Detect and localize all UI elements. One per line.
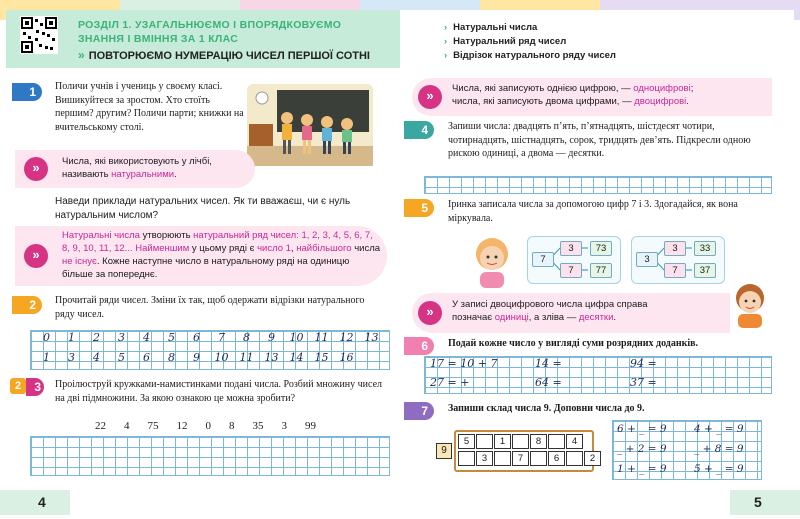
row-number: 2 [93, 331, 100, 344]
task1-text: Поличи учнів і учениць у своєму класі. Вишикуйтеся за зростом. Хто стоїть першим? другим? Поличи парти; книжки на вчительському столі. [55, 81, 244, 133]
composition-cell [548, 434, 565, 449]
row-number: 5 [118, 351, 125, 364]
row-number: 13 [264, 351, 279, 364]
task6-text: Подай кожне число у вигляді суми розрядних доданків. [448, 338, 699, 349]
rule-segment: . Кожне наступне число в натуральному ряді на одиницю більше за попереднє. [62, 256, 350, 280]
equation: _ + 2 = 9 [617, 443, 667, 455]
topic-item: › Натуральний ряд чисел [444, 36, 567, 47]
writing-grid[interactable] [424, 176, 772, 194]
given-number: 12 [176, 420, 188, 432]
task-number-tab: 7 [404, 402, 434, 420]
row-number: 9 [268, 331, 275, 344]
number-tree [527, 236, 621, 284]
rule-segment: : 1, 2, 3, 4, 5, 6, 7, 8, 9, 10, 11, 12... [62, 230, 373, 254]
row-number: 15 [314, 351, 329, 364]
equation: 4 + _ = 9 [694, 423, 744, 435]
row-number: 9 [193, 351, 200, 364]
task-number-tab: 5 [404, 199, 434, 217]
rule-icon: » [24, 157, 48, 181]
given-number: 99 [305, 420, 316, 432]
task3-text: Проілюструй кружками-намистинками подані числа. Розбий множину чисел на дві підмножини. За якою ознакою це можна зробити? [55, 379, 383, 404]
qr-code-icon[interactable] [20, 16, 58, 54]
number-list [95, 420, 316, 432]
tree-node: 7 [532, 252, 554, 267]
number-tree [631, 236, 725, 284]
row-number: 11 [314, 331, 329, 344]
row-number: 3 [118, 331, 125, 344]
rule-segment: Натуральні числа [62, 230, 140, 241]
rule-segment: числа [351, 243, 381, 254]
page-number: 4 [38, 494, 46, 510]
equation: 1 + _ = 9 [617, 463, 667, 475]
rule-segment: , [290, 243, 297, 254]
row-number: 14 [289, 351, 304, 364]
composition-cell: 5 [458, 434, 475, 449]
composition-cell [566, 451, 583, 466]
rule2-text [62, 229, 382, 281]
equation: 27 = + [430, 376, 470, 389]
equation: 14 = [535, 357, 562, 370]
row-number: 0 [43, 331, 50, 344]
task5-text: Іринка записала числа за допомогою цифр 7 і 3. Здогадайся, як вона міркувала. [448, 199, 738, 224]
equation: 64 = [535, 376, 562, 389]
topic-item: › Відрізок натурального ряду чисел [444, 50, 616, 61]
tree-node: 3 [560, 241, 582, 256]
tree-node: 7 [664, 263, 686, 278]
row-number: 11 [239, 351, 254, 364]
pair-work-icon: 2 [10, 378, 26, 394]
rule1-text: Числа, які використовують у лічбі, називають натуральними. [62, 156, 212, 180]
given-number: 35 [252, 420, 264, 432]
composition-cell: 3 [476, 451, 493, 466]
rule3-text: Числа, які записують однією цифрою, — одноцифрові; числа, які записують двома цифрами, — двоцифрові. [452, 83, 694, 107]
tree-node: 77 [590, 263, 612, 278]
footer-left-band [0, 490, 70, 515]
composition-cell: 6 [548, 451, 565, 466]
classroom-illustration [247, 84, 373, 166]
task2-text: Прочитай ряди чисел. Зміни їх так, щоб одержати відрізки натурального ряду чисел. [55, 295, 365, 320]
row-number: 16 [339, 351, 354, 364]
composition-cell: 8 [530, 434, 547, 449]
rule-segment: натуральний ряд чисел [193, 230, 297, 241]
girl-illustration [466, 232, 518, 290]
number-row [34, 351, 359, 364]
question-text: Наведи приклади натуральних чисел. Як ти вважаєш, чи є нуль натуральним числом? [55, 196, 351, 221]
rule-segment: число 1 [257, 243, 291, 254]
tree-node: 3 [664, 241, 686, 256]
given-number: 4 [124, 420, 130, 432]
composition-cell [530, 451, 547, 466]
rule-icon: » [418, 301, 442, 325]
given-number: 75 [147, 420, 159, 432]
boy-illustration [730, 280, 770, 330]
rule-icon: » [418, 85, 442, 109]
tree-node: 37 [694, 263, 716, 278]
topic-item: › Натуральні числа [444, 22, 538, 33]
unit-title: РОЗДІЛ 1. УЗАГАЛЬНЮЄМО І ВПОРЯДКОВУЄМО ЗНАННЯ І ВМІННЯ ЗА 1 КЛАС [78, 19, 342, 45]
task4-text: Запиши числа: двадцять п’ять, п’ятнадцять, шістдесят чотири, чотирнадцять, шістнадцять, сорок, тридцять дев’ять. Підкресли одною рискою одиниці, а двома — десятки. [448, 121, 751, 159]
rule-segment: Найменшим [135, 243, 190, 254]
row-number: 6 [143, 351, 150, 364]
equation: 94 = [630, 357, 657, 370]
rule4-text: У записі двоцифрового числа цифра справа позначає одиниці, а зліва — десятки. [452, 299, 648, 323]
rule-icon: » [24, 244, 48, 268]
row-number: 3 [68, 351, 75, 364]
rule-segment: у цьому ряді є [189, 243, 258, 254]
row-number: 8 [243, 331, 250, 344]
row-number: 1 [68, 331, 75, 344]
tree-node: 73 [590, 241, 612, 256]
composition-cell: 1 [494, 434, 511, 449]
lesson-title: » ПОВТОРЮЄМО НУМЕРАЦІЮ ЧИСЕЛ ПЕРШОЇ СОТНІ [78, 48, 370, 62]
row-number: 12 [339, 331, 354, 344]
equation: 5 + _ = 9 [694, 463, 744, 475]
rule-segment: утворюють [139, 230, 194, 241]
row-number: 8 [168, 351, 175, 364]
given-number: 0 [205, 420, 211, 432]
composition-bottom-row [458, 451, 602, 466]
composition-cell [512, 434, 529, 449]
tree-node: 3 [636, 252, 658, 267]
task-number-tab: 6 [404, 337, 434, 355]
given-number: 22 [95, 420, 106, 432]
equation: _ + 8 = 9 [694, 443, 744, 455]
given-number: 3 [281, 420, 287, 432]
rule-segment: найбільшого [296, 243, 352, 254]
row-number: 10 [214, 351, 229, 364]
page-number: 5 [754, 494, 762, 510]
composition-cell [458, 451, 475, 466]
composition-cell [476, 434, 493, 449]
row-number: 4 [93, 351, 100, 364]
writing-grid[interactable] [30, 436, 390, 476]
tree-node: 33 [694, 241, 716, 256]
row-number: 1 [43, 351, 50, 364]
number-row [34, 331, 384, 344]
row-number: 5 [168, 331, 175, 344]
composition-top-row [458, 434, 584, 449]
row-number: 13 [364, 331, 379, 344]
row-number: 7 [218, 331, 225, 344]
rule-segment: не існує [62, 256, 97, 267]
nine-box: 9 [436, 443, 452, 459]
composition-cell: 2 [584, 451, 601, 466]
row-number: 4 [143, 331, 150, 344]
row-number: 6 [193, 331, 200, 344]
task-number-tab: 1 [12, 83, 42, 101]
equation: 37 = [630, 376, 657, 389]
task7-text: Запиши склад числа 9. Доповни числа до 9. [448, 403, 645, 414]
task-number-tab: 3 [26, 378, 44, 396]
equation: 17 = 10 + 7 [430, 357, 498, 370]
given-number: 8 [229, 420, 235, 432]
composition-cell: 7 [512, 451, 529, 466]
task-number-tab: 2 [12, 296, 42, 314]
equation: 6 + _ = 9 [617, 423, 667, 435]
footer-right-band [730, 490, 800, 515]
tree-node: 7 [560, 263, 582, 278]
task-number-tab: 4 [404, 121, 434, 139]
row-number: 10 [289, 331, 304, 344]
composition-cell [494, 451, 511, 466]
composition-cell: 4 [566, 434, 583, 449]
